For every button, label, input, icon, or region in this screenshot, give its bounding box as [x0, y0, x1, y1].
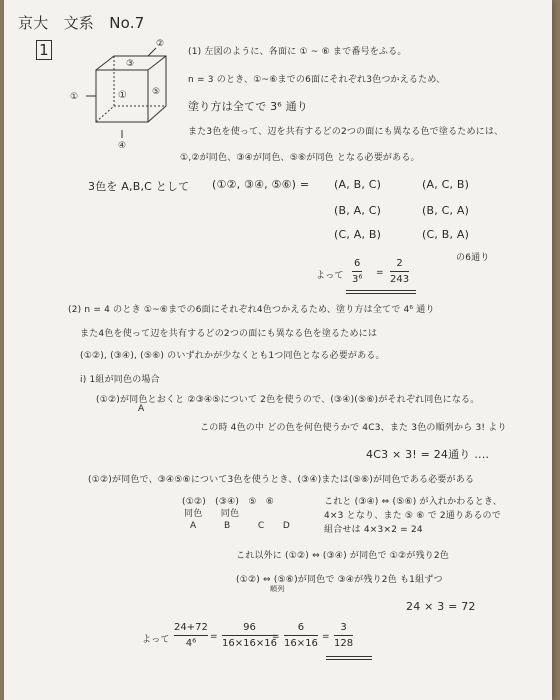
p1-fraction-1: [352, 258, 362, 285]
cube-label-4: ④: [118, 141, 127, 151]
arrow-top: [148, 48, 156, 56]
p1-fraction-2: [390, 258, 409, 285]
paper-sheet: [4, 0, 552, 700]
p2-line-5: (①②)が同色とおくと ②③④⑤について 2色を使うので、(③④)(⑤⑥)がそれぞれ同色になる。: [96, 395, 480, 405]
p1-line-3: 塗り方は全てで 3⁶ 通り: [188, 100, 309, 113]
p2-line-4: i) 1組が同色の場合: [80, 375, 160, 385]
cube-hidden-edge: [96, 106, 114, 122]
p1-line-1: (1) 左図のように、各面に ① ~ ⑥ まで番号をふる。: [188, 47, 407, 57]
cube-label-3: ③: [126, 59, 135, 69]
p2-fraction-3: [284, 622, 318, 649]
p1-assign-label: 3色を A,B,C として: [88, 180, 190, 193]
p2-f2-num: 96: [243, 622, 256, 633]
p2-fraction-1: [174, 622, 208, 649]
cube-label-2: ②: [156, 39, 165, 49]
p1-combo: (C, A, B): [334, 228, 382, 241]
p2-eq: =: [210, 632, 218, 642]
cube-label-5: ⑤: [152, 87, 161, 97]
p2-line-15: 組合せは 4×3×2 = 24: [324, 525, 423, 535]
p2-answer-underline-2: [326, 659, 372, 660]
p2-line-9: (①②)が同色で、③④⑤⑥について3色を使うとき、(③④)または(⑤⑥)が同色である必要がある: [88, 475, 475, 485]
p2-line-6: A: [138, 404, 145, 414]
p2-eq: =: [272, 632, 280, 642]
p2-line-10: (①②) (③④) ⑤ ⑥: [182, 497, 275, 507]
p2-line-17: (①②) ⇔ (⑤⑥)が同色で ③④が残り2色 も1組ずつ: [236, 575, 443, 585]
p1-combo: (B, C, A): [422, 204, 470, 217]
cube-diagram: [68, 34, 178, 154]
p1-eq: =: [376, 268, 384, 278]
p2-line-18: 順列: [270, 585, 285, 593]
p1-answer-underline-1: [346, 290, 416, 291]
p1-count: の6通り: [456, 253, 490, 263]
p2-fraction-2: [222, 622, 277, 649]
p1-assign-lhs: (①②, ③④, ⑤⑥) =: [212, 178, 310, 191]
p2-line-16: これ以外に (①②) ⇔ (③④) が同色で ①②が残り2色: [236, 551, 450, 561]
p1-combo: (B, A, C): [334, 204, 382, 217]
p1-line-4: また3色を使って、辺を共有するどの2つの面にも異なる色で塗るためには、: [188, 127, 504, 137]
p2-result-prefix: よって: [142, 635, 170, 645]
p2-f1-den: 4⁶: [185, 638, 197, 649]
p2-eq: =: [322, 632, 330, 642]
p1-result-prefix: よって: [316, 271, 344, 281]
p2-line-14: 4×3 となり、また ⑤ ⑥ で 2通りあるので: [324, 511, 501, 521]
cube-label-1-front: ①: [118, 90, 127, 101]
cube-edge: [148, 56, 166, 70]
p2-line-3: (①②), (③④), (⑤⑥) のいずれかが少なくとも1つ同色となる必要がある。: [80, 351, 385, 361]
p1-f2-den: 243: [390, 274, 410, 285]
p1-combo: (C, B, A): [422, 228, 470, 241]
p1-combo: (A, C, B): [422, 178, 470, 191]
p2-fraction-4: [334, 622, 353, 649]
p1-line-5: ①,②が同色、③④が同色、⑤⑥が同色 となる必要がある。: [180, 153, 420, 163]
page-title: 京大 文系 No.7: [18, 14, 145, 32]
p2-f3-den: 16×16: [284, 638, 318, 649]
p2-line-2: また4色を使って辺を共有するどの2つの面にも異なる色を塗るためには: [80, 329, 378, 339]
p1-f1-den: 3⁶: [352, 274, 363, 285]
problem-number-box: 1: [36, 40, 52, 60]
p2-f4-den: 128: [334, 638, 354, 649]
p2-f3-num: 6: [297, 622, 305, 633]
p1-combo: (A, B, C): [334, 178, 382, 191]
p2-f1-num: 24+72: [174, 622, 208, 633]
p2-line-11: 同色 同色: [184, 509, 240, 519]
p2-line-7: この時 4色の中 どの色を何色使うかで 4C3、また 3色の順列から 3! より: [200, 423, 507, 433]
p1-line-2: n = 3 のとき、①~⑥までの6面にそれぞれ3色つかえるため、: [188, 75, 446, 85]
p2-f4-num: 3: [340, 622, 347, 633]
p2-line-8: 4C3 × 3! = 24通り ‥‥: [366, 448, 490, 461]
p2-line-1: (2) n = 4 のとき ①~⑥までの6面にそれぞれ4色つかえるため、塗り方は全てで 4⁶ 通り: [68, 305, 435, 315]
p2-line-19: 24 × 3 = 72: [406, 600, 476, 613]
p1-answer-underline-2: [346, 293, 416, 294]
p2-line-12: A B C D: [190, 521, 290, 531]
cube-label-1-left: ①: [70, 92, 79, 102]
p2-f2-den: 16×16×16: [222, 638, 277, 649]
p1-f1-num: 6: [354, 258, 361, 269]
p2-line-13: これと (③④) ⇔ (⑤⑥) が入れかわるとき、: [324, 497, 502, 507]
p2-answer-underline-1: [326, 656, 372, 657]
p1-f2-num: 2: [396, 258, 403, 269]
